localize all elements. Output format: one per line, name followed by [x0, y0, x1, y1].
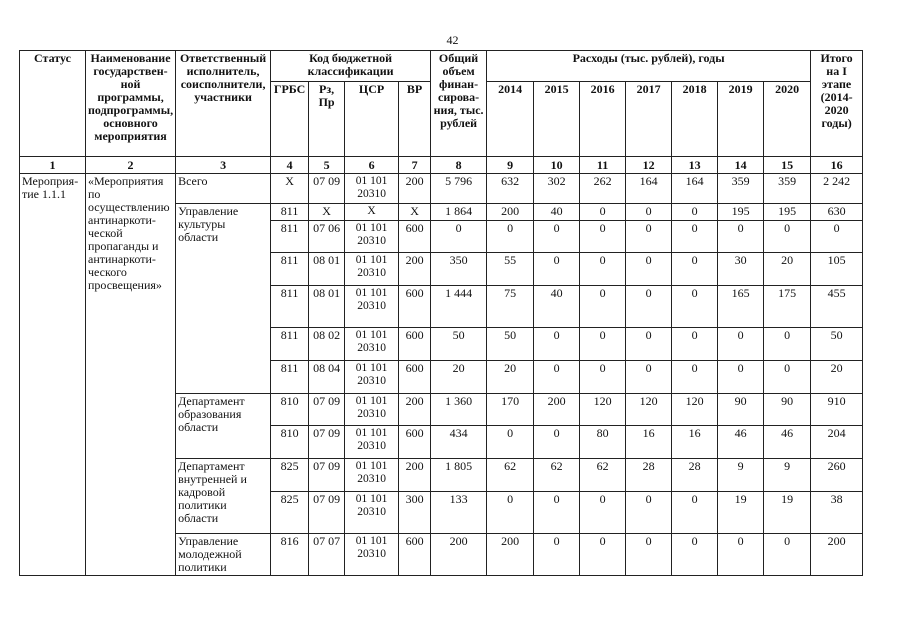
year-amount: 0	[487, 221, 534, 253]
column-number: 5	[309, 157, 345, 174]
column-number: 16	[811, 157, 863, 174]
vr-code: 600	[399, 534, 431, 576]
grbs-code: 811	[271, 221, 309, 253]
grbs-code: 811	[271, 361, 309, 394]
year-amount: 0	[718, 221, 764, 253]
year-amount: 62	[487, 459, 534, 492]
year-amount: 62	[534, 459, 580, 492]
vr-code: 600	[399, 221, 431, 253]
header-rzpr: Рз, Пр	[309, 82, 345, 157]
year-amount: 0	[580, 286, 626, 328]
csr-code: 01 101 20310	[345, 459, 399, 492]
year-amount: 28	[626, 459, 672, 492]
year-amount: 0	[672, 534, 718, 576]
year-amount: 0	[487, 426, 534, 459]
rzpr-code: 07 09	[309, 174, 345, 204]
grbs-code: 810	[271, 426, 309, 459]
total-amount: 20	[431, 361, 487, 394]
header-vr: ВР	[399, 82, 431, 157]
year-amount: 0	[626, 204, 672, 221]
column-number: 7	[399, 157, 431, 174]
executor-name: Управление молодежной политики	[176, 534, 271, 576]
year-amount: 195	[764, 204, 811, 221]
budget-table	[19, 50, 863, 576]
rzpr-code: 07 09	[309, 492, 345, 534]
vr-code: 600	[399, 286, 431, 328]
year-amount: 0	[580, 253, 626, 286]
grbs-code: 811	[271, 253, 309, 286]
year-amount: 9	[764, 459, 811, 492]
header-year: 2019	[718, 82, 764, 157]
vr-code: 600	[399, 328, 431, 361]
csr-code: 01 101 20310	[345, 174, 399, 204]
grbs-code: 811	[271, 328, 309, 361]
page-number: 42	[446, 33, 459, 47]
year-amount: 0	[487, 492, 534, 534]
rzpr-code: X	[309, 204, 345, 221]
year-amount: 20	[764, 253, 811, 286]
total-amount: 133	[431, 492, 487, 534]
csr-code: 01 101 20310	[345, 221, 399, 253]
csr-code: 01 101 20310	[345, 492, 399, 534]
year-amount: 359	[718, 174, 764, 204]
year-amount: 0	[764, 534, 811, 576]
column-number: 1	[20, 157, 86, 174]
year-amount: 0	[580, 204, 626, 221]
header-year: 2020	[764, 82, 811, 157]
header-budget-code: Код бюджетной классификации	[271, 51, 431, 82]
stage-total-amount: 105	[811, 253, 863, 286]
year-amount: 75	[487, 286, 534, 328]
year-amount: 0	[626, 534, 672, 576]
total-amount: 50	[431, 328, 487, 361]
column-number: 10	[534, 157, 580, 174]
column-number: 6	[345, 157, 399, 174]
year-amount: 40	[534, 286, 580, 328]
year-amount: 90	[764, 394, 811, 426]
year-amount: 0	[672, 492, 718, 534]
grbs-code: 810	[271, 394, 309, 426]
header-stage-total: Итого на I этапе (2014-2020 годы)	[811, 51, 863, 157]
column-number: 8	[431, 157, 487, 174]
rzpr-code: 08 01	[309, 286, 345, 328]
year-amount: 0	[580, 221, 626, 253]
year-amount: 19	[764, 492, 811, 534]
column-number: 11	[580, 157, 626, 174]
year-amount: 0	[534, 426, 580, 459]
year-amount: 0	[718, 328, 764, 361]
total-amount: 1 805	[431, 459, 487, 492]
year-amount: 0	[580, 534, 626, 576]
column-number: 2	[86, 157, 176, 174]
year-amount: 0	[534, 253, 580, 286]
total-amount: 1 360	[431, 394, 487, 426]
header-name: Наименование государствен-ной программы, подпрограммы, основного мероприятия	[86, 51, 176, 157]
year-amount: 19	[718, 492, 764, 534]
rzpr-code: 07 06	[309, 221, 345, 253]
header-year: 2018	[672, 82, 718, 157]
year-amount: 200	[487, 534, 534, 576]
year-amount: 0	[718, 534, 764, 576]
total-amount: 0	[431, 221, 487, 253]
year-amount: 0	[764, 328, 811, 361]
year-amount: 0	[534, 492, 580, 534]
year-amount: 62	[580, 459, 626, 492]
year-amount: 50	[487, 328, 534, 361]
csr-code: 01 101 20310	[345, 328, 399, 361]
activity-status: Мероприя-тие 1.1.1	[20, 174, 86, 576]
csr-code: 01 101 20310	[345, 253, 399, 286]
year-amount: 359	[764, 174, 811, 204]
year-amount: 80	[580, 426, 626, 459]
csr-code: X	[345, 204, 399, 221]
rzpr-code: 07 07	[309, 534, 345, 576]
vr-code: 200	[399, 394, 431, 426]
grbs-code: 825	[271, 459, 309, 492]
grbs-code: 811	[271, 286, 309, 328]
stage-total-amount: 630	[811, 204, 863, 221]
year-amount: 55	[487, 253, 534, 286]
grbs-code: 811	[271, 204, 309, 221]
year-amount: 0	[534, 361, 580, 394]
total-amount: 434	[431, 426, 487, 459]
stage-total-amount: 2 242	[811, 174, 863, 204]
executor-name: Всего	[176, 174, 271, 204]
year-amount: 0	[672, 286, 718, 328]
header-executor: Ответственный исполнитель, соисполнители, участники	[176, 51, 271, 157]
year-amount: 0	[764, 361, 811, 394]
header-total: Общий объем финан-сирова-ния, тыс. рублей	[431, 51, 487, 157]
header-year: 2015	[534, 82, 580, 157]
year-amount: 0	[626, 221, 672, 253]
rzpr-code: 08 02	[309, 328, 345, 361]
year-amount: 175	[764, 286, 811, 328]
column-number: 12	[626, 157, 672, 174]
vr-code: 200	[399, 253, 431, 286]
year-amount: 0	[672, 253, 718, 286]
csr-code: 01 101 20310	[345, 534, 399, 576]
column-number: 9	[487, 157, 534, 174]
stage-total-amount: 50	[811, 328, 863, 361]
column-number: 13	[672, 157, 718, 174]
stage-total-amount: 910	[811, 394, 863, 426]
stage-total-amount: 0	[811, 221, 863, 253]
year-amount: 46	[764, 426, 811, 459]
year-amount: 0	[534, 534, 580, 576]
rzpr-code: 07 09	[309, 394, 345, 426]
year-amount: 0	[672, 204, 718, 221]
csr-code: 01 101 20310	[345, 286, 399, 328]
year-amount: 302	[534, 174, 580, 204]
year-amount: 0	[580, 492, 626, 534]
rzpr-code: 08 01	[309, 253, 345, 286]
year-amount: 0	[626, 328, 672, 361]
year-amount: 0	[580, 328, 626, 361]
total-amount: 5 796	[431, 174, 487, 204]
column-number: 15	[764, 157, 811, 174]
grbs-code: X	[271, 174, 309, 204]
year-amount: 632	[487, 174, 534, 204]
grbs-code: 825	[271, 492, 309, 534]
year-amount: 30	[718, 253, 764, 286]
year-amount: 0	[626, 361, 672, 394]
year-amount: 164	[672, 174, 718, 204]
year-amount: 164	[626, 174, 672, 204]
column-number: 4	[271, 157, 309, 174]
header-expenses: Расходы (тыс. рублей), годы	[487, 51, 811, 82]
header-year: 2017	[626, 82, 672, 157]
csr-code: 01 101 20310	[345, 394, 399, 426]
executor-name: Управление культуры области	[176, 204, 271, 394]
vr-code: 600	[399, 361, 431, 394]
header-year: 2016	[580, 82, 626, 157]
year-amount: 262	[580, 174, 626, 204]
year-amount: 200	[534, 394, 580, 426]
year-amount: 200	[487, 204, 534, 221]
vr-code: 200	[399, 174, 431, 204]
executor-name: Департамент образования области	[176, 394, 271, 459]
total-amount: 1 444	[431, 286, 487, 328]
year-amount: 28	[672, 459, 718, 492]
year-amount: 170	[487, 394, 534, 426]
year-amount: 16	[672, 426, 718, 459]
vr-code: X	[399, 204, 431, 221]
stage-total-amount: 20	[811, 361, 863, 394]
rzpr-code: 07 09	[309, 426, 345, 459]
rzpr-code: 07 09	[309, 459, 345, 492]
executor-name: Департамент внутренней и кадровой политики области	[176, 459, 271, 534]
table-header	[20, 51, 863, 174]
year-amount: 0	[672, 361, 718, 394]
total-amount: 200	[431, 534, 487, 576]
year-amount: 0	[534, 221, 580, 253]
column-number: 3	[176, 157, 271, 174]
year-amount: 165	[718, 286, 764, 328]
vr-code: 200	[399, 459, 431, 492]
rzpr-code: 08 04	[309, 361, 345, 394]
csr-code: 01 101 20310	[345, 426, 399, 459]
header-status: Статус	[20, 51, 86, 157]
year-amount: 40	[534, 204, 580, 221]
stage-total-amount: 455	[811, 286, 863, 328]
year-amount: 16	[626, 426, 672, 459]
table-row	[20, 174, 863, 204]
year-amount: 20	[487, 361, 534, 394]
vr-code: 300	[399, 492, 431, 534]
stage-total-amount: 260	[811, 459, 863, 492]
year-amount: 90	[718, 394, 764, 426]
stage-total-amount: 38	[811, 492, 863, 534]
stage-total-amount: 200	[811, 534, 863, 576]
header-year: 2014	[487, 82, 534, 157]
activity-name: «Мероприятия по осуществлению антинаркоти-ческой пропаганды и антинаркоти-ческого просвещения»	[86, 174, 176, 576]
year-amount: 0	[718, 361, 764, 394]
csr-code: 01 101 20310	[345, 361, 399, 394]
year-amount: 120	[580, 394, 626, 426]
header-csr: ЦСР	[345, 82, 399, 157]
total-amount: 350	[431, 253, 487, 286]
year-amount: 0	[764, 221, 811, 253]
stage-total-amount: 204	[811, 426, 863, 459]
year-amount: 0	[626, 492, 672, 534]
year-amount: 9	[718, 459, 764, 492]
vr-code: 600	[399, 426, 431, 459]
year-amount: 0	[626, 286, 672, 328]
year-amount: 0	[534, 328, 580, 361]
year-amount: 120	[672, 394, 718, 426]
year-amount: 195	[718, 204, 764, 221]
grbs-code: 816	[271, 534, 309, 576]
year-amount: 0	[580, 361, 626, 394]
year-amount: 0	[626, 253, 672, 286]
table-body	[20, 174, 863, 576]
year-amount: 46	[718, 426, 764, 459]
year-amount: 0	[672, 221, 718, 253]
header-grbs: ГРБС	[271, 82, 309, 157]
year-amount: 0	[672, 328, 718, 361]
total-amount: 1 864	[431, 204, 487, 221]
year-amount: 120	[626, 394, 672, 426]
column-number: 14	[718, 157, 764, 174]
